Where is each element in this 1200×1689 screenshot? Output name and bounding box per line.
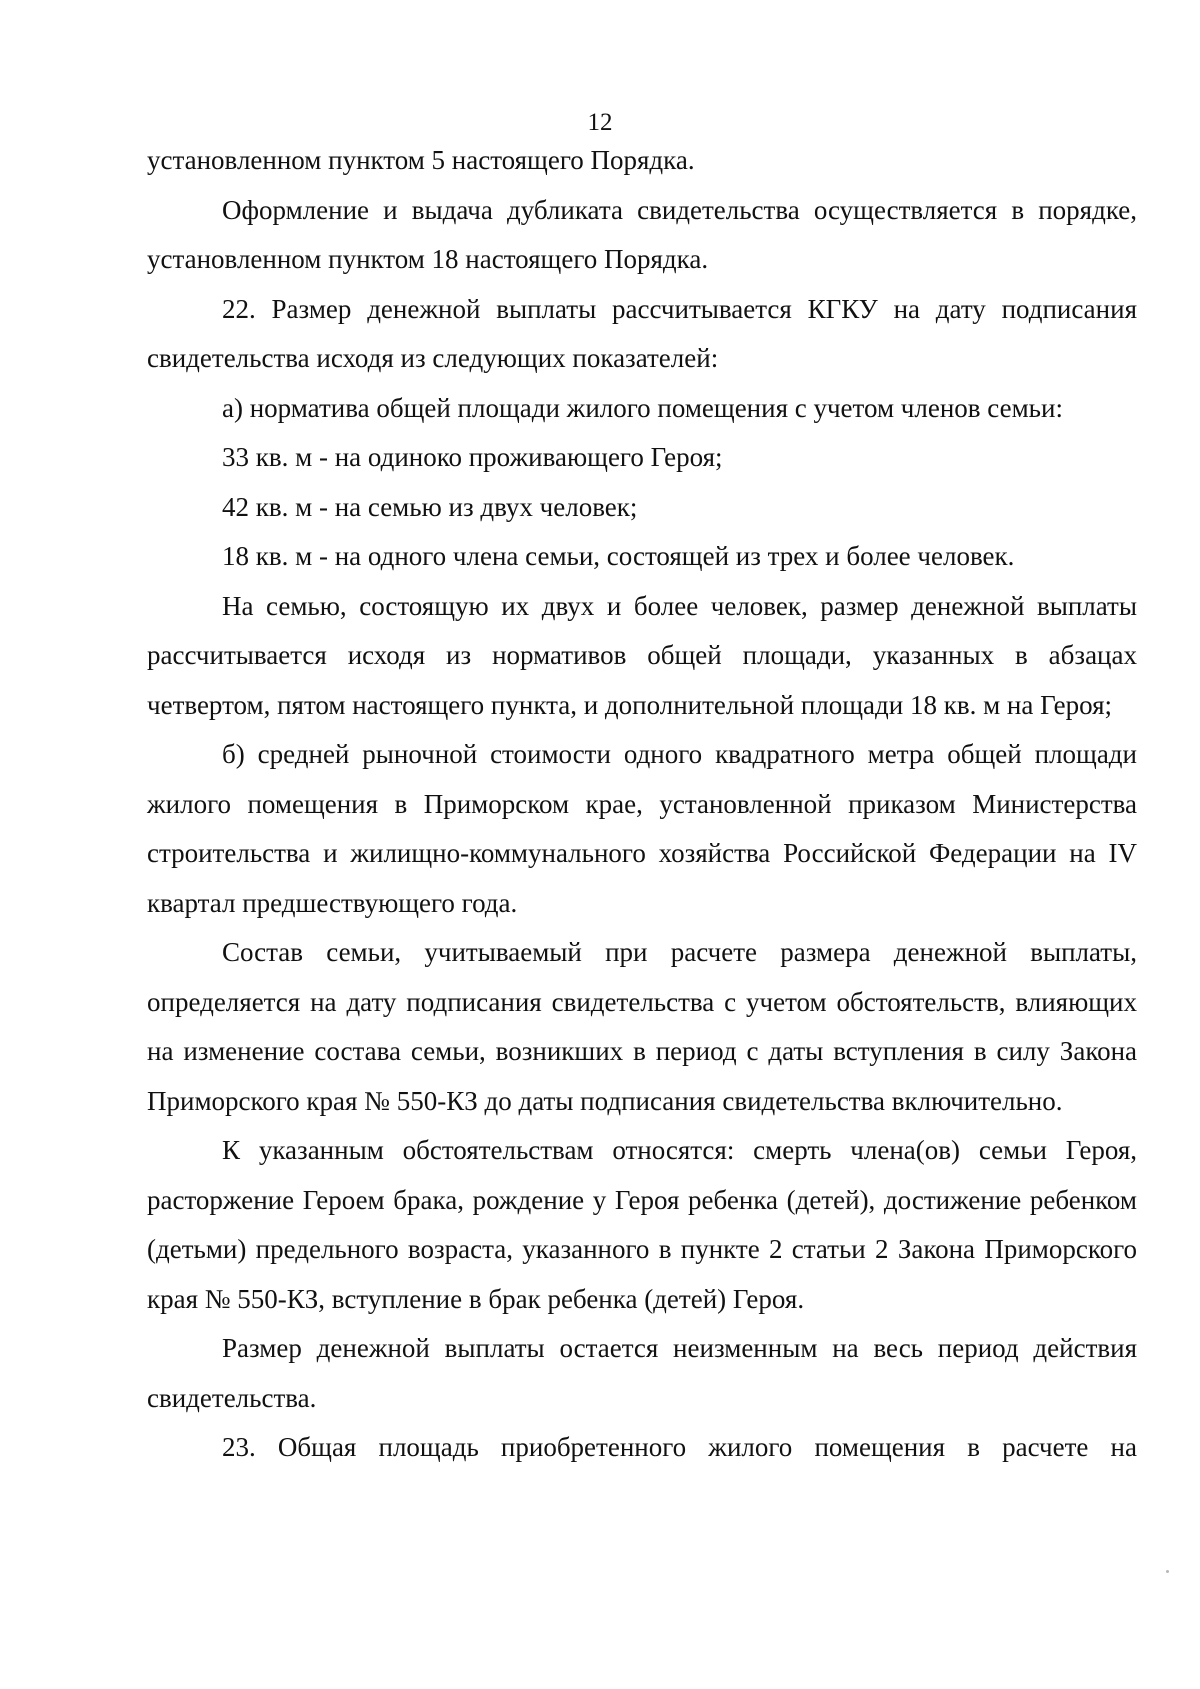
paragraph-family-composition: Состав семьи, учитываемый при расчете размера денежной выплаты, определяется на дату подписания свидетельства с учетом обстоятельств, влияющих на изменение состава семьи, возникших в период с даты вступления в силу Закона Приморского края № 550-КЗ до даты подписания свидетельства включительно. <box>147 937 1137 1116</box>
paragraph-subitem-b: б) средней рыночной стоимости одного квадратного метра общей площади жилого помещения в Приморском крае, установленной приказом Министерства строительства и жилищно-коммунального хозяйства Российской Федерации на IV квартал предшествующего года. <box>147 739 1137 918</box>
scan-speck <box>1166 1570 1169 1573</box>
paragraph-norm-42: 42 кв. м - на семью из двух человек; <box>222 491 638 522</box>
paragraph-family-calculation: На семью, состоящую их двух и более человек, размер денежной выплаты рассчитывается исходя из нормативов общей площади, указанных в абзацах четвертом, пятом настоящего пункта, и дополнительной площади 18 кв. м на Героя; <box>147 590 1137 720</box>
paragraph-continuation: установленном пунктом 5 настоящего Порядка. <box>147 145 695 175</box>
paragraph-item-23: 23. Общая площадь приобретенного жилого помещения в расчете на <box>222 1432 1137 1462</box>
paragraph-payment-unchanged: Размер денежной выплаты остается неизменным на весь период действия свидетельства. <box>147 1333 1137 1413</box>
paragraph-norm-18: 18 кв. м - на одного члена семьи, состоящей из трех и более человек. <box>222 541 1015 571</box>
paragraph-item-22: 22. Размер денежной выплаты рассчитывается КГКУ на дату подписания свидетельства исходя из следующих показателей: <box>147 293 1137 373</box>
paragraph-duplicate-issuance: Оформление и выдача дубликата свидетельства осуществляется в порядке, установленном пунктом 18 настоящего Порядка. <box>147 194 1137 274</box>
paragraph-norm-33: 33 кв. м - на одиноко проживающего Героя; <box>222 442 723 472</box>
paragraph-subitem-a: а) норматива общей площади жилого помещения с учетом членов семьи: <box>222 392 1063 423</box>
document-body <box>147 136 1137 1473</box>
page-number: 12 <box>587 109 613 136</box>
paragraph-circumstances: К указанным обстоятельствам относятся: смерть члена(ов) семьи Героя, расторжение Героем брака, рождение у Героя ребенка (детей), достижение ребенком (детьми) предельного возраста, указанного в пункте 2 статьи 2 Закона Приморского края № 550-КЗ, вступление в брак ребенка (детей) Героя. <box>147 1135 1137 1314</box>
